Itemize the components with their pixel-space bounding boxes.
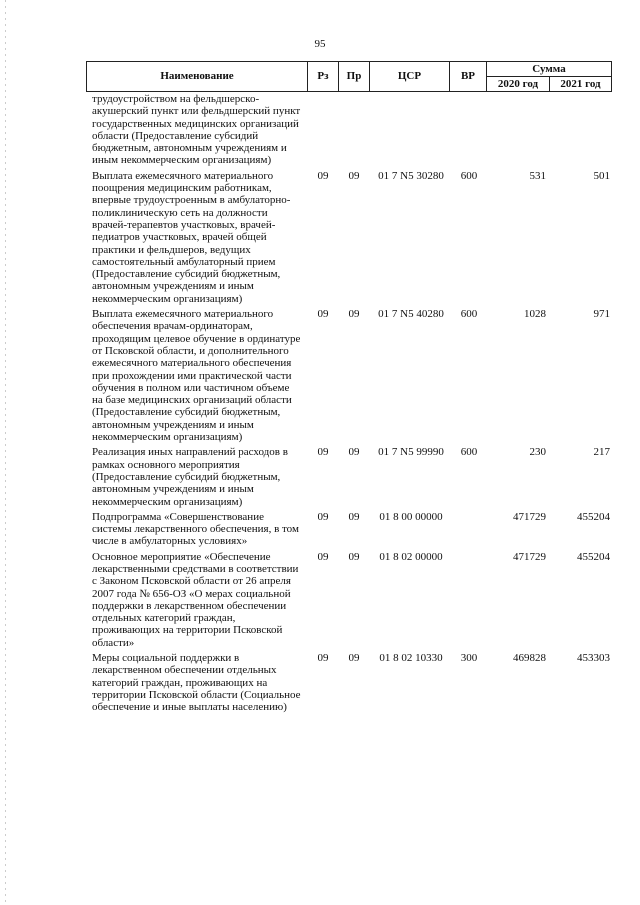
header-rz: Рз — [308, 62, 339, 92]
row-csr: 01 8 02 10330 — [379, 652, 443, 665]
row-sum-2020: 469828 — [513, 652, 546, 665]
row-sum-2021: 455204 — [577, 550, 610, 563]
row-rz — [308, 93, 338, 170]
row-pr: 09 — [348, 652, 360, 665]
row-rz: 09 — [317, 652, 329, 665]
row-name: трудоустройством на фельдшерско-акушерский пункт или фельдшерский пункт государственных медицинских организаций области (Предоставление субсидий бюджетным, автономным учреждениям и иным некоммерческим организациям) — [92, 93, 301, 167]
row-name: Выплата ежемесячного материального поощрения медицинским работникам, впервые трудоустроенным в амбулаторно-поликлиническую сеть на должности врачей-терапевтов участковых, врачей-педиатров участковых, врачей общей практики и фельдшеров, ведущих самостоятельный амбулаторный прием (Предоставление субсидий бюджетным, автономным учреждениям и иным некоммерческим организациям) — [92, 169, 291, 305]
row-rz: 09 — [317, 510, 329, 523]
table-row — [92, 170, 610, 308]
row-vr: 600 — [460, 308, 478, 321]
row-vr: 600 — [460, 169, 478, 182]
page-number: 95 — [314, 38, 326, 50]
row-pr: 09 — [348, 446, 360, 459]
row-vr — [452, 551, 486, 652]
row-rz: 09 — [317, 169, 329, 182]
table-row — [92, 93, 610, 170]
row-csr: 01 8 00 00000 — [379, 510, 443, 523]
row-vr: 600 — [460, 446, 478, 459]
row-pr — [338, 93, 370, 170]
row-csr: 01 8 02 00000 — [379, 550, 443, 563]
table-row — [92, 652, 610, 716]
header-vr: ВР — [450, 62, 487, 92]
row-vr: 300 — [460, 652, 478, 665]
row-sum-2020: 471729 — [513, 550, 546, 563]
row-sum-2020: 230 — [529, 446, 546, 459]
table-row — [92, 511, 610, 551]
budget-table — [92, 93, 610, 717]
row-csr: 01 7 N5 30280 — [378, 169, 444, 182]
row-sum-2020: 1028 — [524, 308, 546, 321]
row-name: Основное мероприятие «Обеспечение лекарственными средствами в соответствии с Законом Псковской области от 26 апреля 2007 года № 656-ОЗ «О мерах социальной поддержки в лекарственном обеспечении отдельных категорий граждан, проживающих на территории Псковской области» — [92, 550, 299, 649]
row-sum-2021: 971 — [593, 308, 610, 321]
table-row — [92, 308, 610, 446]
row-vr — [452, 511, 486, 551]
row-name: Реализация иных направлений расходов в рамках основного мероприятия (Предоставление субсидий бюджетным, автономным учреждениям и иным некоммерческим организациям) — [92, 446, 288, 508]
row-pr: 09 — [348, 169, 360, 182]
row-sum-2021 — [548, 93, 610, 170]
header-2021: 2021 год — [550, 77, 612, 92]
row-rz: 09 — [317, 446, 329, 459]
header-name: Наименование — [87, 62, 308, 92]
row-csr: 01 7 N5 99990 — [378, 446, 444, 459]
header-csr: ЦСР — [370, 62, 450, 92]
row-name: Подпрограмма «Совершенствование системы лекарственного обеспечения, в том числе в амбулаторных условиях» — [92, 510, 299, 548]
row-pr: 09 — [348, 550, 360, 563]
row-pr: 09 — [348, 510, 360, 523]
row-sum-2021: 217 — [593, 446, 610, 459]
row-sum-2020 — [486, 93, 548, 170]
scan-edge — [5, 0, 6, 905]
row-csr: 01 7 N5 40280 — [378, 308, 444, 321]
row-name: Меры социальной поддержки в лекарственном обеспечении отдельных категорий граждан, проживающих на территории Псковской области (Социальное обеспечение и иные выплаты населению) — [92, 652, 301, 714]
table-row — [92, 551, 610, 652]
row-csr — [370, 93, 452, 170]
header-2020: 2020 год — [487, 77, 550, 92]
row-pr: 09 — [348, 308, 360, 321]
row-sum-2021: 453303 — [577, 652, 610, 665]
row-rz: 09 — [317, 550, 329, 563]
row-rz: 09 — [317, 308, 329, 321]
header-sum: Сумма — [487, 62, 612, 77]
header-pr: Пр — [339, 62, 370, 92]
row-sum-2020: 471729 — [513, 510, 546, 523]
row-sum-2020: 531 — [529, 169, 546, 182]
table-header — [86, 61, 612, 92]
table-row — [92, 446, 610, 510]
row-sum-2021: 501 — [593, 169, 610, 182]
row-name: Выплата ежемесячного материального обеспечения врачам-ординаторам, проходящим целевое обучение в ординатуре от Псковской области, и дополнительного ежемесячного материального обеспечения при прохождении ими практической части обучения в полном или частичном объеме на базе медицинских организаций области (Предоставление субсидий бюджетным, автономным учреждениям и иным некоммерческим организациям) — [92, 308, 301, 444]
row-sum-2021: 455204 — [577, 510, 610, 523]
row-vr — [452, 93, 486, 170]
